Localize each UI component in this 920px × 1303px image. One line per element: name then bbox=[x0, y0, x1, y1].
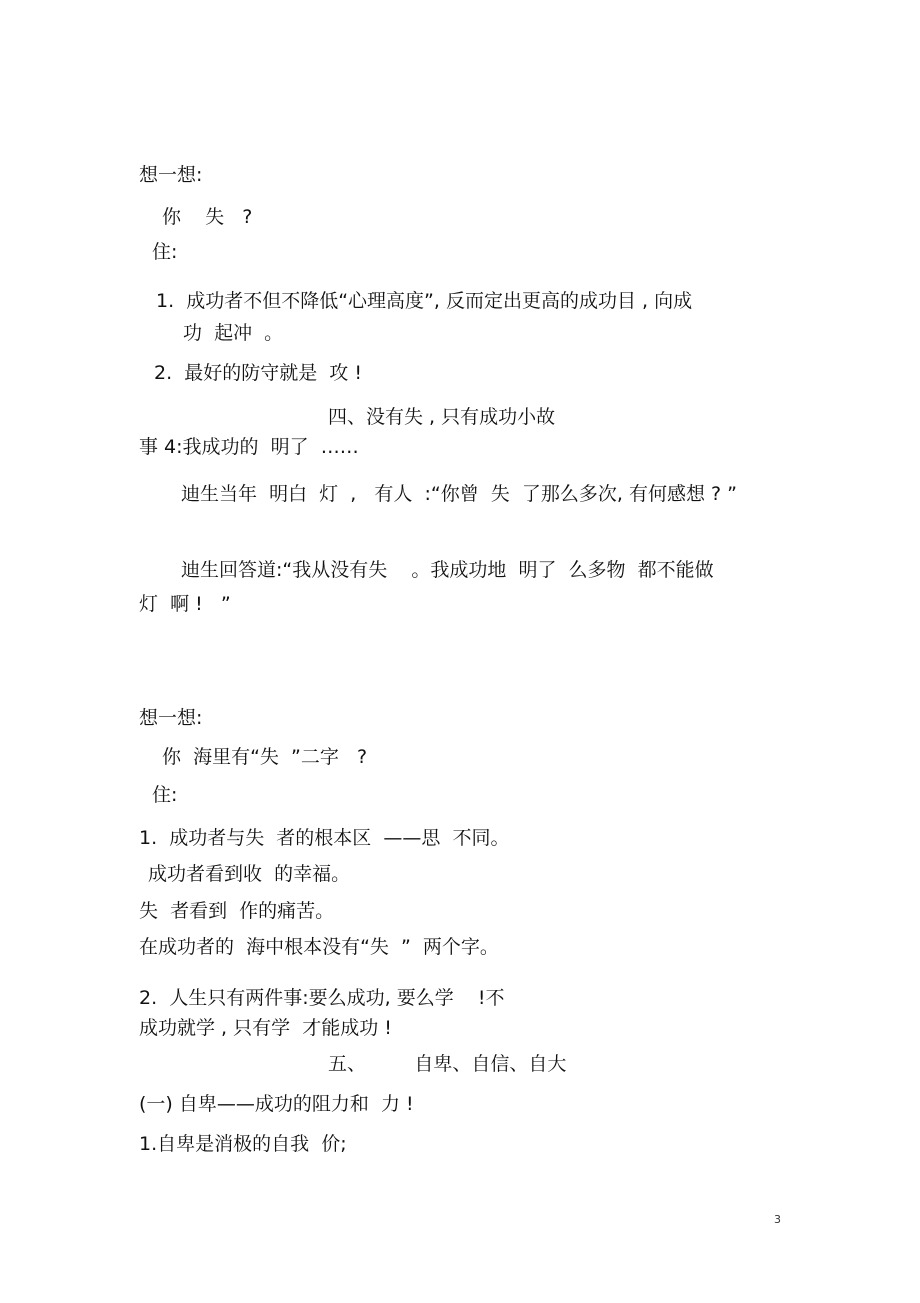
list-item-1b-line-2: 成功者看到收 的幸福。 bbox=[148, 863, 351, 885]
list-item-2b: 2. 人生只有两件事:要么成功, 要么学 !不 bbox=[139, 987, 505, 1009]
list-item-1b-line-4: 在成功者的 海中根本没有“失 ” 两个字。 bbox=[139, 936, 499, 958]
paragraph-edison-2-cont: 灯 啊 ! ” bbox=[139, 593, 231, 615]
section-heading-4: 四、没有失 , 只有成功小故 bbox=[328, 406, 556, 428]
list-item-1b-line-3: 失 者看到 作的痛苦。 bbox=[139, 900, 335, 922]
question-line: 你 失 ? bbox=[162, 206, 253, 228]
paragraph-edison-1: 迪生当年 明白 灯 , 有人 :“你曾 失 了那么多次, 有何感想 ? ” bbox=[181, 483, 737, 505]
list-item-2: 2. 最好的防守就是 攻 ! bbox=[154, 362, 362, 384]
list-item-1: 1. 成功者不但不降低“心理高度”, 反而定出更高的成功目 , 向成 bbox=[156, 290, 693, 312]
question-line-2: 你 海里有“失 ”二字 ? bbox=[162, 746, 368, 768]
list-item-1b: 1. 成功者与失 者的根本区 ——思 不同。 bbox=[139, 827, 510, 849]
subsection-heading-1: (一) 自卑——成功的阻力和 力 ! bbox=[139, 1093, 414, 1115]
remember-label-2: 住: bbox=[152, 784, 178, 806]
remember-label: 住: bbox=[152, 241, 178, 263]
list-item-2b-cont: 成功就学 , 只有学 才能成功 ! bbox=[139, 1017, 392, 1039]
page-number: 3 bbox=[774, 1213, 781, 1226]
story-4-title: 事 4:我成功的 明了 …… bbox=[139, 436, 359, 458]
heading-think-2: 想一想: bbox=[139, 707, 203, 729]
list-item-1-cont: 功 起冲 。 bbox=[183, 322, 284, 344]
paragraph-edison-2: 迪生回答道:“我从没有失 。我成功地 明了 么多物 都不能做 bbox=[181, 559, 714, 581]
section-heading-5: 五、 自卑、自信、自大 bbox=[328, 1053, 567, 1075]
list-item-self-abasement: 1.自卑是消极的自我 价; bbox=[139, 1133, 347, 1155]
heading-think: 想一想: bbox=[139, 164, 203, 186]
